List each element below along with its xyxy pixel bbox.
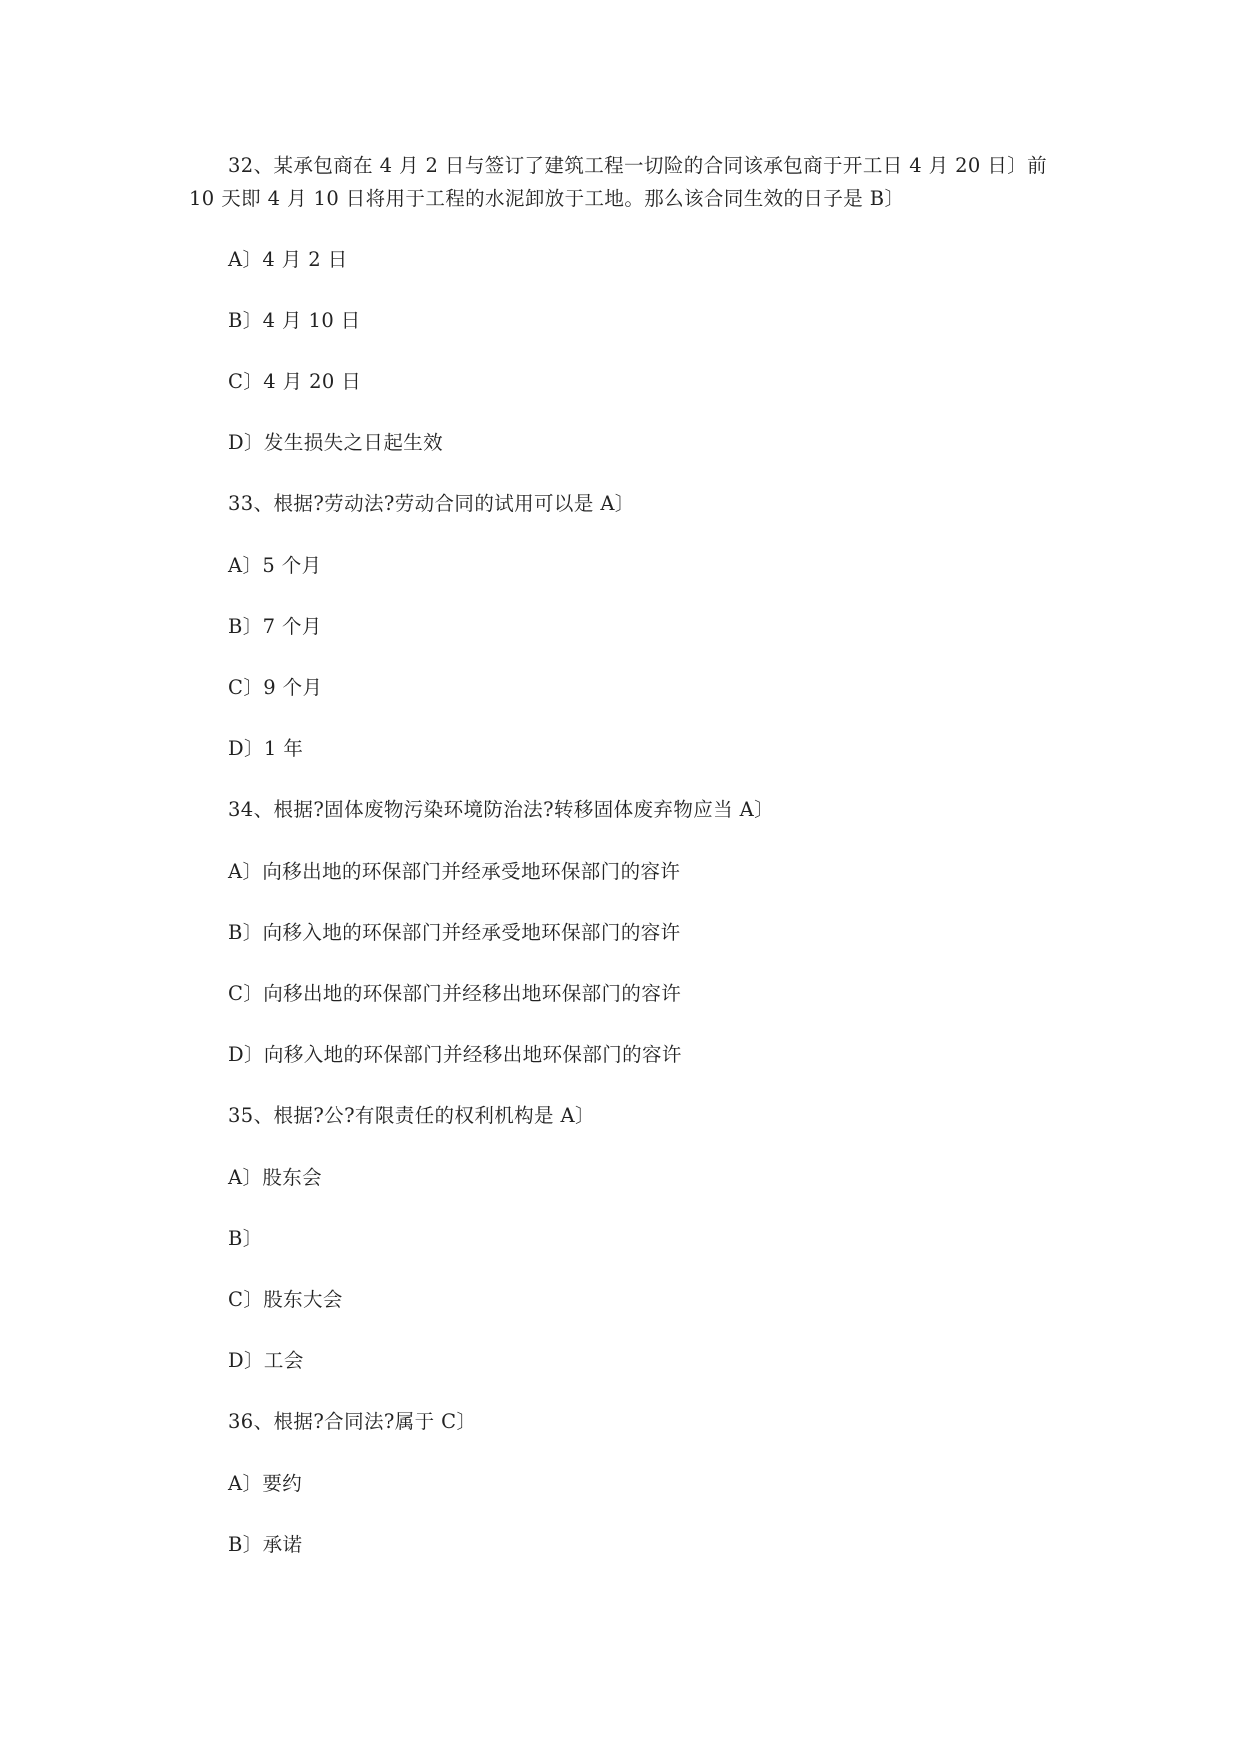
question-32-option-b: B〕4 月 10 日 — [228, 309, 361, 332]
question-32-option-a: A〕4 月 2 日 — [228, 248, 348, 271]
question-34-option-c: C〕向移出地的环保部门并经移出地环保部门的容许 — [228, 982, 682, 1005]
question-34-option-d: D〕向移入地的环保部门并经移出地环保部门的容许 — [228, 1043, 682, 1066]
question-33-option-c: C〕9 个月 — [228, 676, 323, 699]
question-36-stem: 36、根据?合同法?属于 C〕 — [228, 1410, 477, 1433]
question-35-option-b: B〕 — [228, 1227, 263, 1250]
question-33-option-d: D〕1 年 — [228, 737, 304, 760]
question-34-option-b: B〕向移入地的环保部门并经承受地环保部门的容许 — [228, 921, 681, 944]
question-35-option-d: D〕工会 — [228, 1349, 304, 1372]
question-36-option-b: B〕承诺 — [228, 1533, 303, 1556]
question-33-stem: 33、根据?劳动法?劳动合同的试用可以是 A〕 — [228, 492, 635, 515]
question-35-option-a: A〕股东会 — [228, 1166, 323, 1189]
question-34-stem: 34、根据?固体废物污染环境防治法?转移固体废弃物应当 A〕 — [228, 798, 775, 821]
question-33-option-a: A〕5 个月 — [228, 554, 322, 577]
question-33-option-b: B〕7 个月 — [228, 615, 322, 638]
question-32-stem-line1: 32、某承包商在 4 月 2 日与签订了建筑工程一切险的合同该承包商于开工日 4 月 20 日〕前 — [228, 154, 1048, 177]
question-35-option-c: C〕股东大会 — [228, 1288, 343, 1311]
question-32-option-c: C〕4 月 20 日 — [228, 370, 362, 393]
question-34-option-a: A〕向移出地的环保部门并经承受地环保部门的容许 — [228, 860, 681, 883]
question-35-stem: 35、根据?公?有限责任的权利机构是 A〕 — [228, 1104, 595, 1127]
question-32-option-d: D〕发生损失之日起生效 — [228, 431, 444, 454]
question-32-stem-line2: 10 天即 4 月 10 日将用于工程的水泥卸放于工地。那么该合同生效的日子是 B〕 — [189, 187, 905, 210]
question-36-option-a: A〕要约 — [228, 1472, 303, 1495]
